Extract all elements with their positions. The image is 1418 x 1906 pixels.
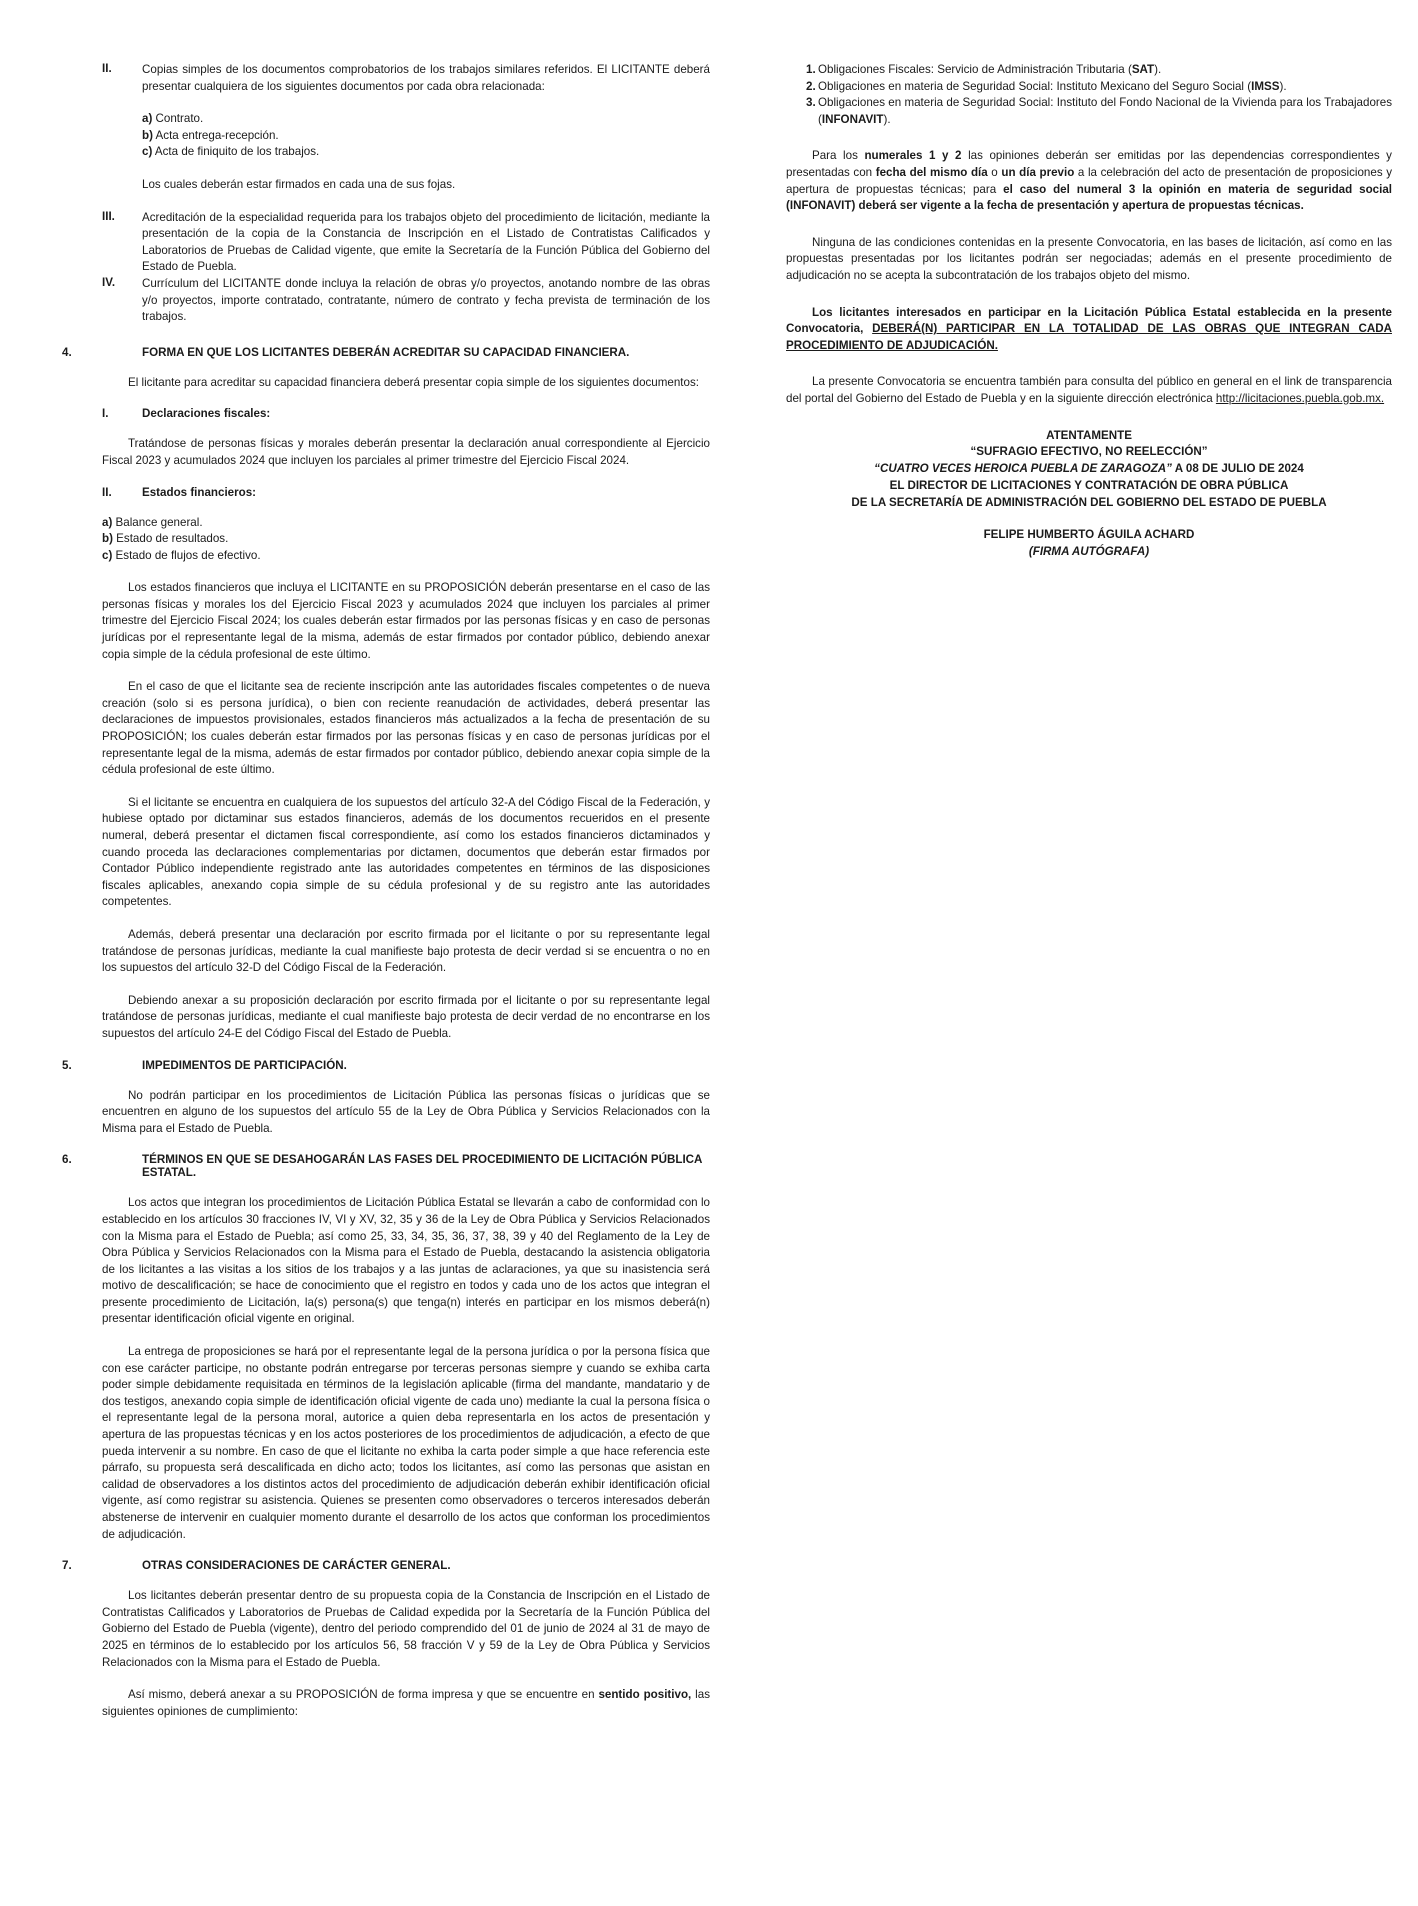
item-iv — [62, 276, 710, 326]
website-link[interactable]: http://licitaciones.puebla.gob.mx. — [1215, 391, 1385, 405]
motto: “SUFRAGIO EFECTIVO, NO REELECCIÓN” — [970, 445, 1208, 459]
section-7-heading: 7. OTRAS CONSIDERACIONES DE CARÁCTER GENERAL. — [62, 1559, 451, 1573]
signer-title: EL DIRECTOR DE LICITACIONES Y CONTRATACIÓN DE OBRA PÚBLICA — [889, 478, 1289, 492]
list-item: 3. Obligaciones en materia de Seguridad Social: Instituto del Fondo Nacional de la Vivienda para los Trabajadores (INFONAVIT). — [806, 96, 1392, 126]
compliance-list — [786, 62, 1392, 128]
item-text: Acreditación de la especialidad requerida para los trabajos objeto del procedimiento de licitación, mediante la presentación de la copia de la Constancia de Inscripción en el Listado de Contratistas Calificados y Laboratorios de Pruebas de Calidad vigente, que emite la Secretaría de la Función Pública del Gobierno del Estado de Puebla. — [142, 210, 710, 274]
section-4-heading: 4. FORMA EN QUE LOS LICITANTES DEBERÁN ACREDITAR SU CAPACIDAD FINANCIERA. — [62, 345, 630, 359]
paragraph: La entrega de proposiciones se hará por el representante legal de la persona jurídica o por la persona física que con ese carácter participe, no obstante podrán entregarse por terceras personas siempre y cuando se exhiba carta poder simple debidamente requisitada en términos de la legislación aplicable (firma del mandante, mandatario y de dos testigos, anexando copia simple de identificación oficial vigente de cada uno) mediante la cual la persona física o el representante legal de la persona moral, autorice a quien deba representarla en los actos de presentación y apertura de las propuestas técnicas y en los actos posteriores de los procedimientos de adjudicación, a efecto de que pueda intervenir a su nombre. En caso de que el licitante no exhiba la carta poder simple a que hace referencia este párrafo, su propuesta será descalificada en dicho acto; todos los licitantes, así como las personas que asistan en calidad de observadores a los distintos actos del procedimiento de adjudicación deberán exhibir identificación oficial vigente, así como registrar su asistencia. Quienes se presenten como observadores o terceros interesados deberán abstenerse de intervenir en cualquier momento durante el desarrollo de los actos que conforman los procedimientos de adjudicación. — [102, 1345, 710, 1541]
paragraph: Así mismo, deberá anexar a su PROPOSICIÓN de forma impresa y que se encuentre en sentido positivo, las siguientes opiniones de cumplimiento: — [102, 1688, 710, 1718]
paragraph: Debiendo anexar a su proposición declaración por escrito firmada por el licitante o por su representante legal tratándose de personas jurídicas, mediante el cual manifieste bajo protesta de decir verdad de no encontrarse en los supuestos del artículo 24-E del Código Fiscal del Estado de Puebla. — [102, 993, 710, 1040]
item-ii — [62, 62, 710, 194]
option-a: a) Balance general. — [102, 515, 203, 529]
signature-block — [786, 428, 1392, 562]
paragraph: Además, deberá presentar una declaración por escrito firmada por el licitante o por su representante legal tratándose de personas jurídicas, mediante la cual manifieste bajo protesta de decir verdad si se encuentra o no en los supuestos del artículo 32-D del Código Fiscal de la Federación. — [102, 927, 710, 975]
item-iii — [62, 210, 710, 276]
paragraph: La presente Convocatoria se encuentra también para consulta del público en general en el link de transparencia del portal del Gobierno del Estado de Puebla y en la siguiente dirección electrónica http://licitaciones.puebla.gob.mx. — [786, 375, 1392, 405]
paragraph: No podrán participar en los procedimientos de Licitación Pública las personas físicas o jurídicas que se encuentren en alguno de los supuestos del artículo 55 de la Ley de Obra Pública y Servicios Relacionados con la Misma para el Estado de Puebla. — [102, 1088, 710, 1135]
item-text: Copias simples de los documentos comprobatorios de los trabajos similares referidos. El LICITANTE deberá presentar cualquiera de los siguientes documentos por cada obra relacionada: — [142, 63, 710, 93]
paragraph: Los actos que integran los procedimientos de Licitación Pública Estatal se llevarán a cabo de conformidad con lo establecido en los artículos 30 fracciones IV, VI y XV, 32, 35 y 36 de la Ley de Obra Pública y Servicios Relacionados con la Misma para el Estado de Puebla; así como 25, 33, 34, 35, 36, 37, 38, 39 y 40 del Reglamento de la Ley de Obra Pública y Servicios Relacionados con la Misma para el Estado de Puebla, destacando la asistencia obligatoria de los licitantes a las visitas a los sitios de los trabajos y a las juntas de aclaraciones, ya que su inasistencia será motivo de descalificación; se hace de conocimiento que el registro en todos y cada uno de los actos que integran el presente procedimiento de Licitación, la(s) persona(s) que tenga(n) interés en participar en los mismos deberá(n) presentar identificación oficial vigente en original. — [102, 1196, 710, 1326]
paragraph: En el caso de que el licitante sea de reciente inscripción ante las autoridades fiscales competentes o de nueva creación (solo si es persona jurídica), o bien con reciente reanudación de actividades, deberá presentar las declaraciones de impuestos provisionales, estados financieros más actualizados a la fecha de presentación de su PROPOSICIÓN; los cuales deberán estar firmados por las personas físicas y en caso de personas jurídicas por el representante legal de la misma, además de estar firmados por contador público, debiendo anexar copia simple de la cédula profesional de este último. — [102, 680, 710, 777]
item-text: Currículum del LICITANTE donde incluya la relación de obras y/o proyectos, anotando nombre de las obras y/o proyectos, importe contratado, contratante, número de contrato y fecha prevista de terminación de los trabajos. — [142, 276, 710, 324]
subsection-i-text: Tratándose de personas físicas y morales deberán presentar la declaración anual correspondiente al Ejercicio Fiscal 2023 y acumulados 2024 que incluyen los parciales al primer trimestre del Ejercicio Fiscal 2024. — [102, 437, 710, 467]
paragraph: Para los numerales 1 y 2 las opiniones deberán ser emitidas por las dependencias correspondientes y presentadas con fecha del mismo día o un día previo a la celebración del acto de presentación de proposiciones y apertura de propuestas técnicas; para el caso del numeral 3 la opinión en materia de seguridad social (INFONAVIT) deberá ser vigente a la fecha de presentación y apertura de propuestas técnicas. — [786, 149, 1393, 213]
left-column — [62, 62, 710, 1720]
paragraph: Ninguna de las condiciones contenidas en la presente Convocatoria, en las bases de licitación, así como en las propuestas presentadas por los licitantes podrán ser negociadas; además en el presente procedimiento de adjudicación no se acepta la subcontratación de los trabajos objeto del mismo. — [786, 235, 1392, 282]
right-column — [786, 62, 1392, 561]
item-number: IV. — [102, 275, 116, 289]
paragraph: Si el licitante se encuentra en cualquiera de los supuestos del artículo 32-A del Código Fiscal de la Federación, y hubiese optado por dictaminar sus estados financieros, además de los documentos recueridos en el presente numeral, deberá presentar el dictamen fiscal correspondiente, así como los estados financieros dictaminados y cuando proceda las declaraciones complementarias por dictamen, documentos que deberán estar firmados por Contador Público independiente registrado ante las autoridades competentes en términos de las disposiciones fiscales aplicables, anexando copia simple de su cédula profesional y de su registro ante las autoridades competentes. — [102, 795, 710, 909]
section-5-heading: 5. IMPEDIMENTOS DE PARTICIPACIÓN. — [62, 1058, 347, 1072]
section-6-heading: 6. TÉRMINOS EN QUE SE DESAHOGARÁN LAS FASES DEL PROCEDIMIENTO DE LICITACIÓN PÚBLICA ESTATAL. — [62, 1153, 702, 1180]
option-c: c) Estado de flujos de efectivo. — [102, 548, 261, 562]
signer-department: DE LA SECRETARÍA DE ADMINISTRACIÓN DEL GOBIERNO DEL ESTADO DE PUEBLA — [851, 495, 1327, 509]
paragraph: Los licitantes interesados en participar en la Licitación Pública Estatal establecida en la presente Convocatoria, DEBERÁ(N) PARTICIPAR EN LA TOTALIDAD DE LAS OBRAS QUE INTEGRAN CADA PROCEDIMIENTO DE ADJUDICACIÓN. — [786, 305, 1392, 352]
sign-off: ATENTAMENTE — [1046, 428, 1132, 442]
paragraph: Los licitantes deberán presentar dentro de su propuesta copia de la Constancia de Inscripción en el Listado de Contratistas Calificados y Laboratorios de Pruebas de Calidad expedida por la Secretaría de la Función Pública del Gobierno del Estado de Puebla (vigente), dentro del periodo comprendido del 01 de junio de 2024 al 31 de mayo de 2025 en términos de lo establecido por los artículos 56, 58 fracción V y 59 de la Ley de Obra Pública y Servicios Relacionados con la Misma para el Estado de Puebla. — [102, 1589, 710, 1669]
option-b: b) Estado de resultados. — [102, 532, 229, 546]
signature-note: (FIRMA AUTÓGRAFA) — [1028, 545, 1150, 559]
financial-statements-list — [62, 515, 710, 565]
option-c: c) Acta de finiquito de los trabajos. — [142, 145, 320, 159]
list-item: 2. Obligaciones en materia de Seguridad Social: Instituto Mexicano del Seguro Social (IMSS). — [806, 79, 1287, 93]
item-number: II. — [102, 62, 112, 75]
option-b: b) Acta entrega-recepción. — [142, 128, 279, 142]
place-date: “CUATRO VECES HEROICA PUEBLA DE ZARAGOZA” A 08 DE JULIO DE 2024 — [874, 462, 1304, 476]
subsection-ii-heading: II. Estados financieros: — [102, 485, 257, 499]
item-number: III. — [102, 209, 115, 223]
signer-name: FELIPE HUMBERTO ÁGUILA ACHARD — [983, 528, 1195, 542]
option-a: a) Contrato. — [142, 112, 204, 126]
list-item: 1. Obligaciones Fiscales: Servicio de Administración Tributaria (SAT). — [806, 63, 1162, 76]
section-4-intro: El licitante para acreditar su capacidad financiera deberá presentar copia simple de los siguientes documentos: — [128, 375, 699, 389]
paragraph: Los estados financieros que incluya el LICITANTE en su PROPOSICIÓN deberán presentarse en el caso de las personas físicas y morales los del Ejercicio Fiscal 2023 y acumulados 2024 que incluyen los parciales al primer trimestre del Ejercicio Fiscal 2024; los cuales deberán estar firmados por las personas físicas y en caso de personas jurídicas por el representante legal de la misma, además de estar firmados por contador público, debiendo anexar copia simple de la cédula profesional de este último. — [102, 581, 710, 661]
item-note: Los cuales deberán estar firmados en cada una de sus fojas. — [142, 177, 456, 191]
subsection-i-heading: I. Declaraciones fiscales: — [102, 407, 271, 421]
